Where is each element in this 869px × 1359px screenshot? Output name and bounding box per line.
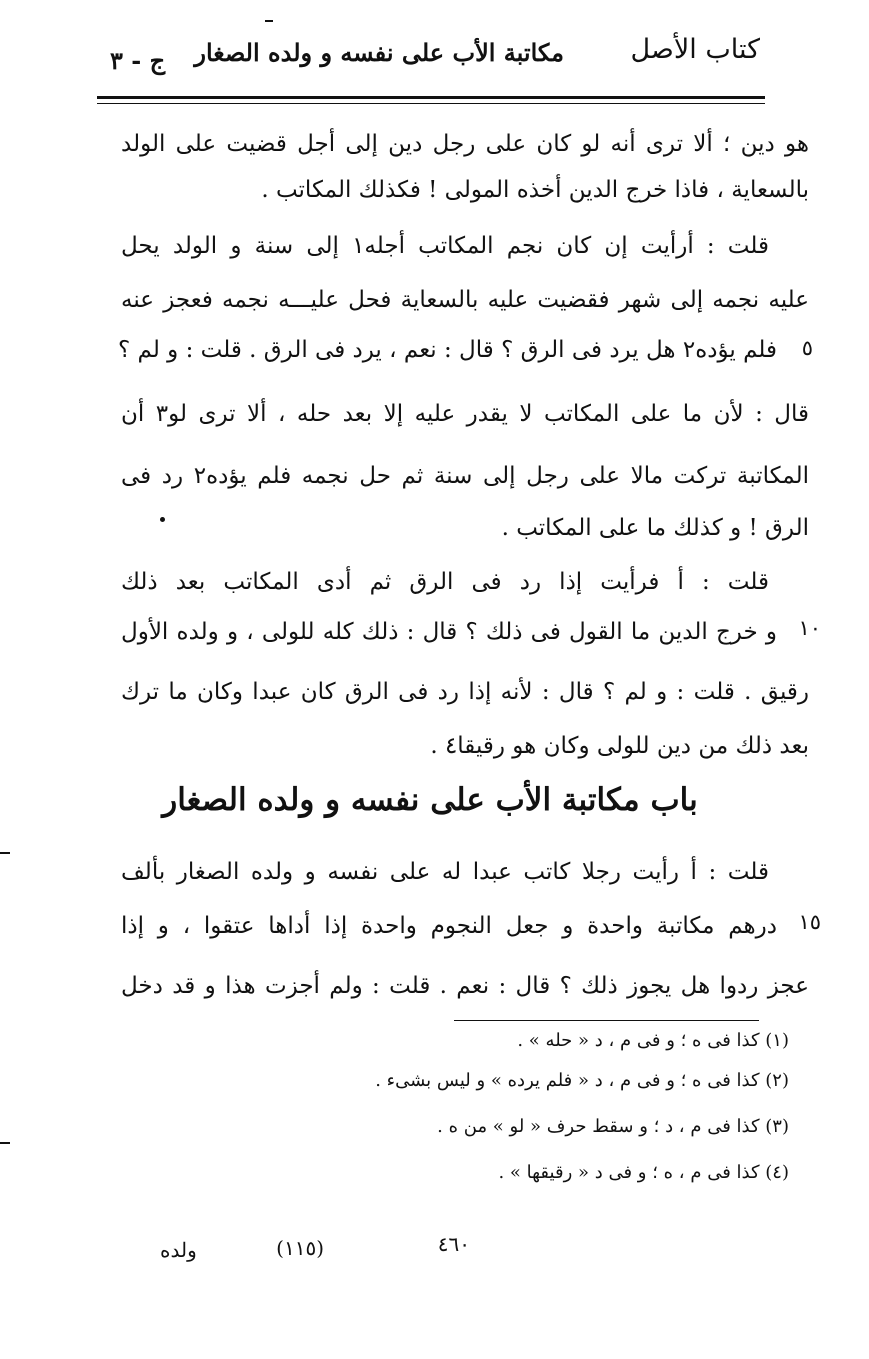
running-header bbox=[100, 34, 760, 90]
text-line-6: قال : لأن ما على المكاتب لا يقدر عليه إلا بعد حله ، ألا ترى لو٣ أن bbox=[121, 401, 810, 427]
text-line-9: قلت : أ فرأيت إذا رد فى الرق ثم أدى المكاتب بعد ذلك bbox=[121, 569, 769, 595]
text-line-11: رقيق . قلت : و لم ؟ قال : لأنه إذا رد فى الرق كان عبدا وكان ما ترك bbox=[121, 679, 809, 705]
text-line-15: عجز ردوا هل يجوز ذلك ؟ قال : نعم . قلت : ولم أجزت هذا و قد دخل bbox=[121, 973, 809, 999]
footnote-3: (٣) كذا فى م ، د ؛ و سقط حرف « لو » من ه . bbox=[437, 1116, 789, 1137]
text-line-14: درهم مكاتبة واحدة و جعل النجوم واحدة إذا أداها عتقوا ، و إذا bbox=[121, 913, 777, 939]
section-title: باب مكاتبة الأب على نفسه و ولده الصغار bbox=[162, 782, 698, 818]
text-line-8: الرق ! و كذلك ما على المكاتب . bbox=[501, 515, 809, 541]
book-title: كتاب الأصل bbox=[630, 34, 760, 65]
text-line-3: قلت : أرأيت إن كان نجم المكاتب أجله١ إلى سنة و الولد يحل bbox=[121, 233, 769, 259]
line-number-15: ١٥ bbox=[798, 910, 821, 934]
text-line-10: و خرج الدين ما القول فى ذلك ؟ قال : ذلك كله للولى ، و ولده الأول bbox=[121, 619, 777, 645]
text-line-12: بعد ذلك من دين للولى وكان هو رقيقا٤ . bbox=[430, 733, 809, 759]
text-line-7: المكاتبة تركت مالا على رجل إلى سنة ثم حل نجمه فلم يؤده٢ رد فى bbox=[121, 463, 809, 489]
signature-mark: (١١٥) bbox=[276, 1236, 324, 1260]
footnote-rule bbox=[454, 1020, 759, 1021]
ink-mark-left-1 bbox=[0, 852, 10, 854]
header-rule bbox=[97, 96, 765, 99]
page-number: ٤٦٠ bbox=[437, 1232, 470, 1256]
text-line-1: هو دين ؛ ألا ترى أنه لو كان على رجل دين إلى أجل قضيت على الولد bbox=[121, 131, 809, 157]
line-number-5: ٥ bbox=[801, 336, 813, 360]
footnote-2: (٢) كذا فى ه ؛ و فى م ، د « فلم يرده » و ليس بشىء . bbox=[375, 1070, 789, 1091]
header-rule-thin bbox=[97, 103, 765, 104]
ink-mark-top bbox=[265, 20, 273, 22]
ink-dot bbox=[160, 517, 165, 522]
line-number-10: ١٠ bbox=[798, 616, 821, 640]
footnote-1: (١) كذا فى ه ؛ و فى م ، د « حله » . bbox=[517, 1030, 789, 1051]
volume-number: ج - ٣ bbox=[110, 46, 166, 75]
text-line-4: عليه نجمه إلى شهر فقضيت عليه بالسعاية فحل عليـــه نجمه فعجز عنه bbox=[121, 287, 809, 313]
footnote-4: (٤) كذا فى م ، ه ؛ و فى د « رقيقها » . bbox=[498, 1162, 789, 1183]
text-line-5: فلم يؤده٢ هل يرد فى الرق ؟ قال : نعم ، يرد فى الرق . قلت : و لم ؟ bbox=[118, 337, 777, 363]
ink-mark-left-2 bbox=[0, 1142, 10, 1144]
text-line-2: بالسعاية ، فاذا خرج الدين أخذه المولى ! فكذلك المكاتب . bbox=[261, 177, 809, 203]
text-line-13: قلت : أ رأيت رجلا كاتب عبدا له على نفسه و ولده الصغار بألف bbox=[121, 859, 769, 885]
chapter-title: مكاتبة الأب على نفسه و ولده الصغار bbox=[194, 38, 564, 67]
catchword: ولده bbox=[160, 1238, 197, 1262]
